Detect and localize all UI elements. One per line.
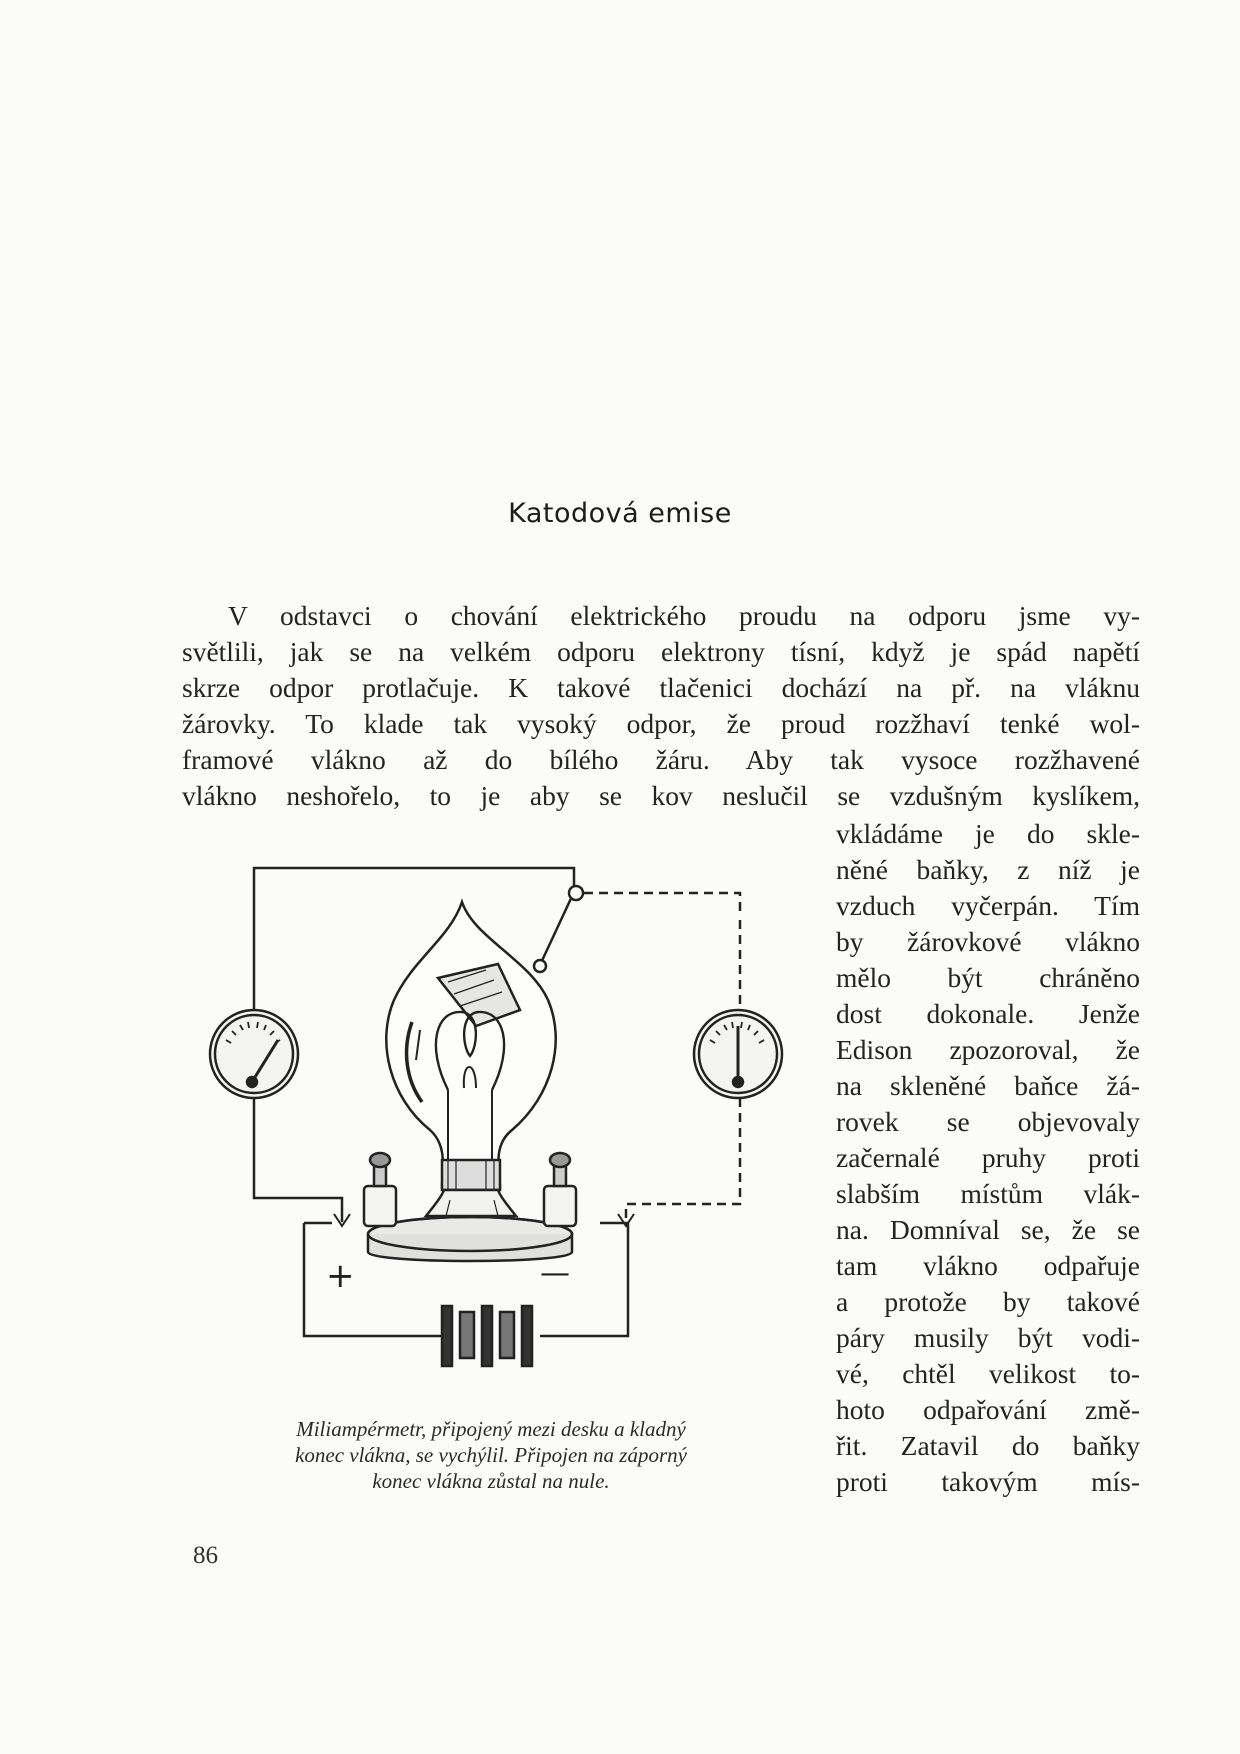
side-text-line: dost dokonale. Jenže [836, 998, 1140, 1029]
figure-caption: konec vlákna zůstal na nule. [372, 1469, 610, 1493]
side-text-line: na. Domníval se, že se [836, 1214, 1140, 1245]
lamp-bulb [386, 902, 555, 1216]
right-terminal [544, 1153, 576, 1226]
figure-caption: Miliampérmetr, připojený mezi desku a kladný [296, 1417, 686, 1441]
side-text-line: slabším místům vlák- [836, 1178, 1140, 1209]
side-text-line: vé, chtěl velikost to- [836, 1358, 1140, 1389]
text-line: vlákno neshořelo, to je aby se kov neslučil se vzdušným kyslíkem, [182, 780, 1140, 811]
side-text-line: mělo být chráněno [836, 962, 1140, 993]
side-text-line: páry musily být vodi- [836, 1322, 1140, 1353]
left-milliammeter [210, 1010, 298, 1098]
right-milliammeter [694, 1010, 782, 1098]
side-text-line: vkládáme je do skle- [836, 818, 1140, 849]
side-text-line: rovek se objevovaly [836, 1106, 1140, 1137]
text-line: skrze odpor protlačuje. K takové tlačenici dochází na př. na vláknu [182, 672, 1140, 703]
section-heading: Katodová emise [508, 498, 732, 529]
side-text-line: na skleněné baňce žá- [836, 1070, 1140, 1101]
side-text-line: vzduch vyčerpán. Tím [836, 890, 1140, 921]
side-text-line: proti takovým mís- [836, 1466, 1140, 1497]
side-text-line: začernalé pruhy proti [836, 1142, 1140, 1173]
text-line: V odstavci o chování elektrického proudu na odporu jsme vy- [228, 600, 1140, 631]
figure-caption: konec vlákna, se vychýlil. Připojen na záporný [295, 1443, 687, 1467]
text-line: žárovky. To klade tak vysoký odpor, že proud rozžhaví tenké wol- [182, 708, 1140, 739]
text-line: světlili, jak se na velkém odporu elektrony tísní, když je spád napětí [182, 636, 1140, 667]
page-number: 86 [193, 1542, 218, 1569]
side-text-line: řit. Zatavil do baňky [836, 1430, 1140, 1461]
battery [430, 1306, 552, 1366]
side-text-line: tam vlákno odpařuje [836, 1250, 1140, 1281]
side-text-line: a protože by takové [836, 1286, 1140, 1317]
lamp-base [368, 1217, 572, 1261]
side-text-line: Edison zpozoroval, že [836, 1034, 1140, 1065]
lamp-circuit-figure [180, 860, 816, 1416]
text-line: framové vlákno až do bílého žáru. Aby tak vysoce rozžhavené [182, 744, 1140, 775]
left-terminal [364, 1153, 396, 1226]
side-text-line: hoto odpařování změ- [836, 1394, 1140, 1425]
side-text-line: by žárovkové vlákno [836, 926, 1140, 957]
wire-junction [534, 960, 546, 972]
wire-junction [569, 886, 583, 900]
side-text-line: něné baňky, z níž je [836, 854, 1140, 885]
minus-sign: — [540, 1256, 570, 1291]
plus-sign: + [326, 1256, 355, 1296]
